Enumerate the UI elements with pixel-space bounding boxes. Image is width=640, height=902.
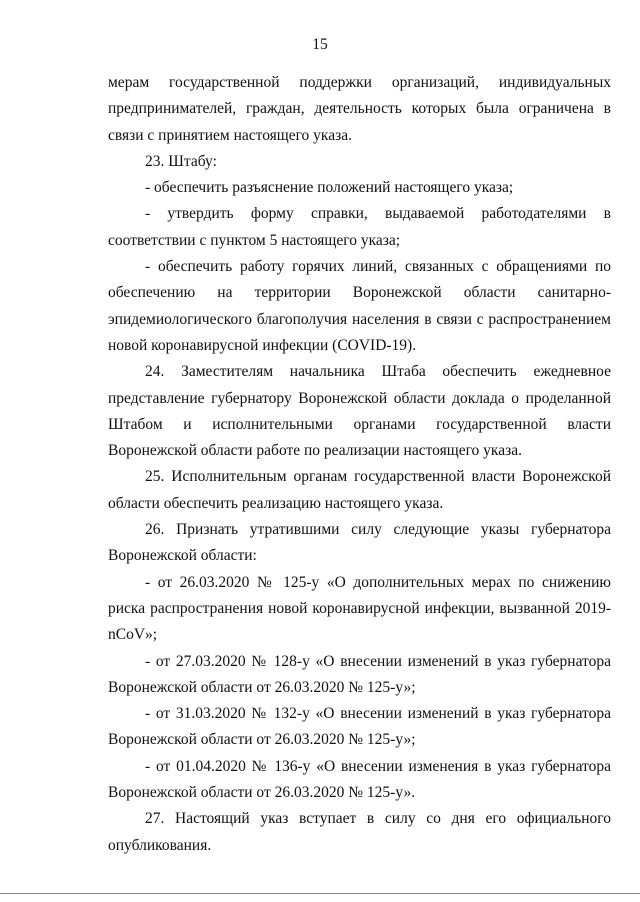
bottom-divider [0, 893, 640, 894]
paragraph-item-26-sub-1: - от 26.03.2020 № 125-у «О дополнительных мерах по снижению риска распространения новой коронавирусной инфекции, вызванной 2019-nCoV»; [108, 573, 611, 644]
paragraph-item-27: 27. Настоящий указ вступает в силу со дня его официального опубликования. [108, 810, 611, 854]
paragraph-item-25: 25. Исполнительным органам государственной власти Воронежской области обеспечить реализацию настоящего указа. [108, 468, 611, 512]
paragraph-item-26-sub-3: - от 31.03.2020 № 132-у «О внесении изменений в указ губернатора Воронежской области от 26.03.2020 № 125-у»; [108, 705, 611, 749]
paragraph-item-26-sub-2: - от 27.03.2020 № 128-у «О внесении изменений в указ губернатора Воронежской области от 26.03.2020 № 125-у»; [108, 652, 611, 696]
paragraph-item-23-sub-3: - обеспечить работу горячих линий, связанных с обращениями по обеспечению на территории Воронежской области санитарно-эпидемиологического благополучия населения в связи с распространением новой коронавирусной инфекции (COVID-19). [108, 258, 611, 354]
document-body [108, 70, 611, 859]
paragraph-item-23-sub-2: - утвердить форму справки, выдаваемой работодателями в соответствии с пунктом 5 настоящего указа; [108, 205, 611, 249]
page-number: 15 [312, 36, 328, 53]
paragraph-item-23-sub-1: - обеспечить разъяснение положений настоящего указа; [145, 179, 514, 197]
paragraph-item-26-sub-4: - от 01.04.2020 № 136-у «О внесении изменения в указ губернатора Воронежской области от 26.03.2020 № 125-у». [108, 757, 611, 802]
paragraph-continuation: мерам государственной поддержки организаций, индивидуальных предпринимателей, граждан, деятельность которых была ограничена в связи с принятием настоящего указа. [108, 74, 611, 144]
paragraph-item-26: 26. Признать утратившими силу следующие указы губернатора Воронежской области: [108, 521, 611, 565]
paragraph-item-23: 23. Штабу: [145, 152, 217, 170]
paragraph-item-24: 24. Заместителям начальника Штаба обеспечить ежедневное представление губернатору Воронежской области доклада о проделанной Штабом и исполнительными органами государственной власти Воронежской области работе по реализации настоящего указа. [108, 363, 611, 460]
